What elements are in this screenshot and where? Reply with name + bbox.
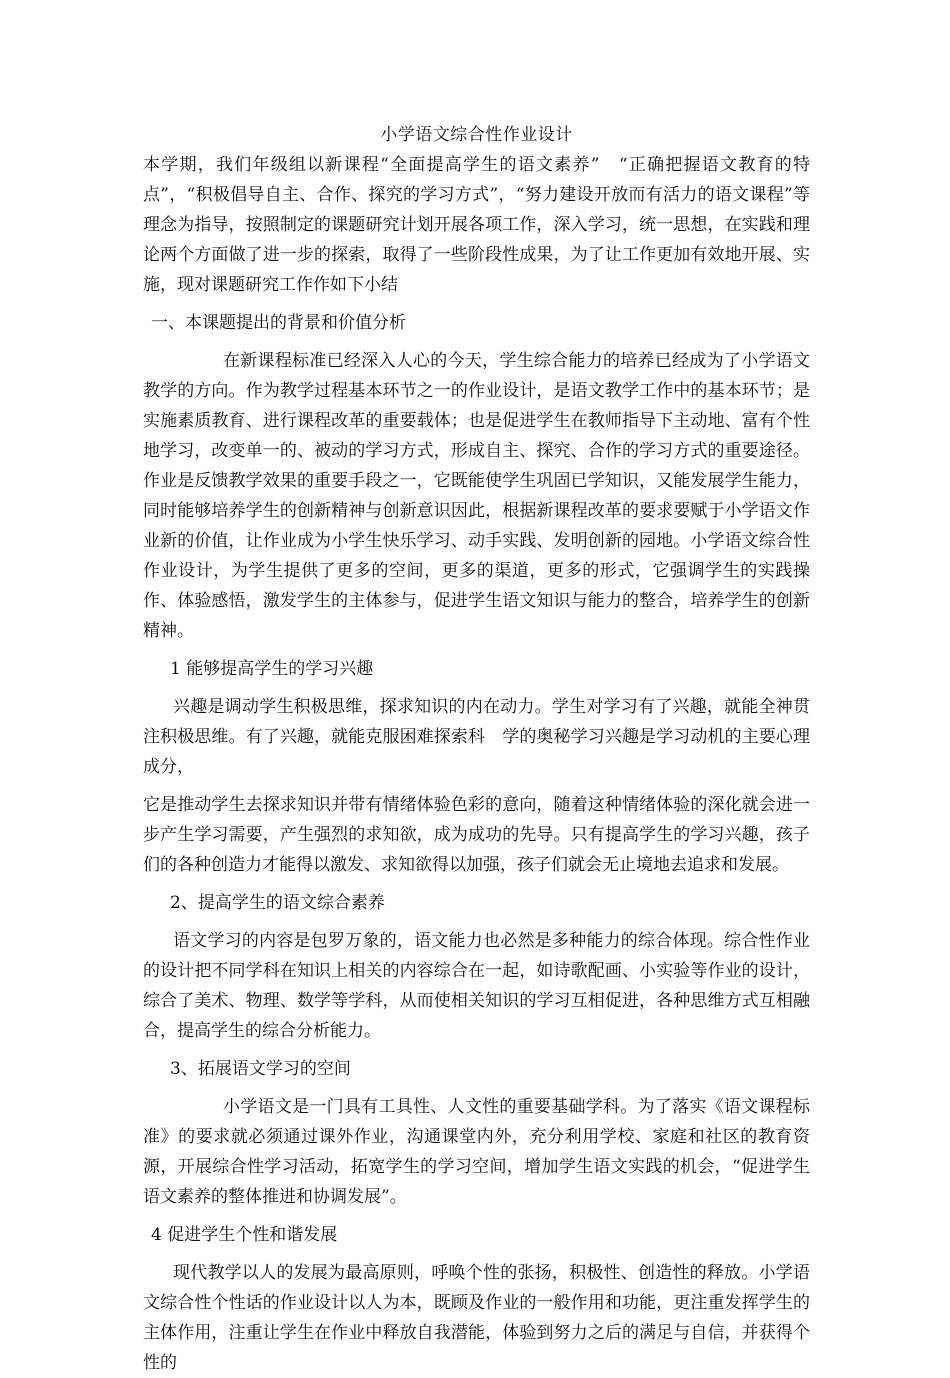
document-title: 小学语文综合性作业设计: [380, 125, 573, 145]
point-heading-interest: 1 能够提高学生的学习兴趣: [170, 659, 374, 679]
point-heading-space: 3、拓展语文学习的空间: [170, 1059, 351, 1079]
document-page: [143, 120, 810, 1378]
point-body-literacy: 语文学习的内容是包罗万象的，语文能力也必然是多种能力的综合体现。综合性作业的设计把不同学科在知识上相关的内容综合在一起，如诗歌配画、小实验等作业的设计，综合了美术、物理、数学等学科，从而使相关知识的学习互相促进，各种思维方式互相融合，提高学生的综合分析能力。: [143, 931, 810, 1041]
intro-paragraph: 本学期，我们年级组以新课程“全面提高学生的语文素养” “正确把握语文教育的特点”，“积极倡导自主、合作、探究的学习方式”，“努力建设开放而有活力的语文课程”等理念为指导，按照制定的课题研究计划开展各项工作，深入学习，统一思想，在实践和理论两个方面做了进一步的探索，取得了一些阶段性成果，为了让工作更加有效地开展、实施，现对课题研究工作作如下小结: [143, 155, 810, 295]
point-heading-literacy: 2、提高学生的语文综合素养: [170, 893, 385, 913]
section-body-background: 在新课程标准已经深入人心的今天，学生综合能力的培养已经成为了小学语文教学的方向。作为教学过程基本环节之一的作业设计，是语文教学工作中的基本环节；是实施素质教育、进行课程改革的重要载体；也是促进学生在教师指导下主动地、富有个性地学习，改变单一的、被动的学习方式，形成自主、探究、合作的学习方式的重要途径。作业是反馈教学效果的重要手段之一，它既能使学生巩固已学知识，又能发展学生能力，同时能够培养学生的创新精神与创新意识因此，根据新课程改革的要求要赋于小学语文作业新的价值，让作业成为小学生快乐学习、动手实践、发明创新的园地。小学语文综合性作业设计，为学生提供了更多的空间，更多的渠道，更多的形式，它强调学生的实践操作、体验感悟，激发学生的主体参与，促进学生语文知识与能力的整合，培养学生的创新精神。: [143, 351, 810, 641]
point-body-interest-a: 兴趣是调动学生积极思维，探求知识的内在动力。学生对学习有了兴趣，就能全神贯注积极思维。有了兴趣，就能克服困难探索科 学的奥秘学习兴趣是学习动机的主要心理成分，: [143, 697, 810, 777]
section-heading-background: 一、本课题提出的背景和价值分析: [151, 313, 406, 333]
point-body-personality: 现代教学以人的发展为最高原则，呼唤个性的张扬，积极性、创造性的释放。小学语文综合性个性话的作业设计以人为本，既顾及作业的一般作用和功能，更注重发挥学生的主体作用，注重让学生在作业中释放自我潜能，体验到努力之后的满足与自信，并获得个性的: [143, 1263, 810, 1373]
point-heading-personality: 4 促进学生个性和谐发展: [151, 1225, 338, 1245]
point-body-interest-b: 它是推动学生去探求知识并带有情绪体验色彩的意向，随着这种情绪体验的深化就会进一步产生学习需要，产生强烈的求知欲，成为成功的先导。只有提高学生的学习兴趣，孩子们的各种创造力才能得以激发、求知欲得以加强，孩子们就会无止境地去追求和发展。: [143, 795, 810, 875]
point-body-space: 小学语文是一门具有工具性、人文性的重要基础学科。为了落实《语文课程标准》的要求就必须通过课外作业，沟通课堂内外，充分利用学校、家庭和社区的教育资源，开展综合性学习活动，拓宽学生的学习空间，增加学生语文实践的机会，“促进学生语文素养的整体推进和协调发展”。: [143, 1097, 810, 1207]
